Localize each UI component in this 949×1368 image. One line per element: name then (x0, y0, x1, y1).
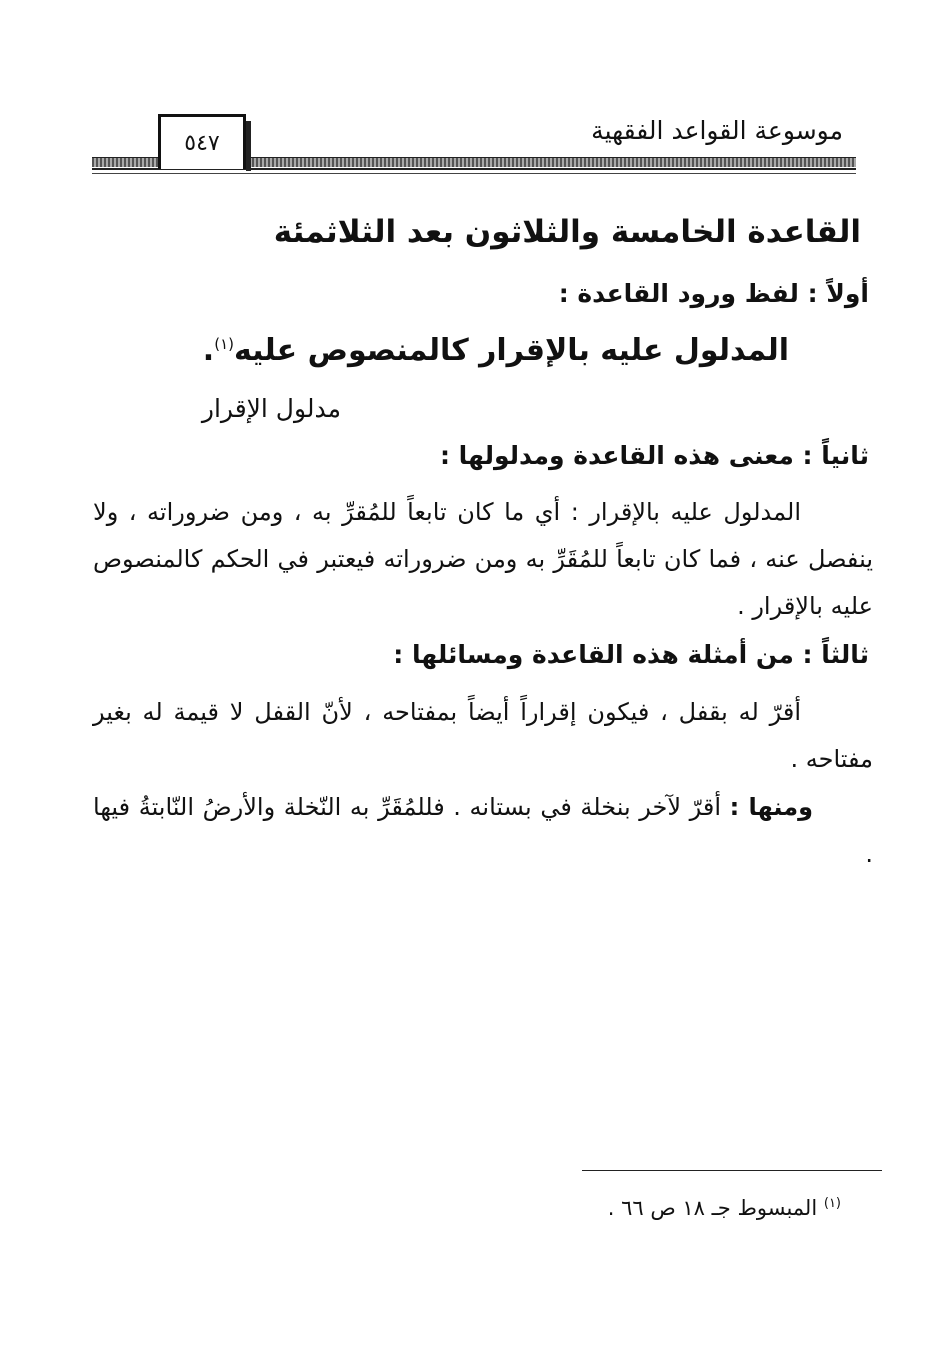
rule-statement (203, 333, 789, 368)
footnote-marker: (١) (823, 1196, 841, 1211)
example-paragraph-1: أقرّ له بقفل ، فيكون إقراراً أيضاً بمفتاحه ، لأنّ القفل لا قيمة له بغير مفتاحه . (93, 698, 873, 773)
section-heading-meaning: ثانياً : معنى هذه القاعدة ومدلولها : (439, 441, 869, 470)
example-text: أقرّ لآخر بنخلة في بستانه . فللمُقَرِّ به النّخلة والأرضُ النّابتةُ فيها . (93, 793, 873, 868)
rule-end: . (202, 333, 215, 368)
header-divider-thin (92, 173, 856, 174)
meaning-paragraph: المدلول عليه بالإقرار : أي ما كان تابعاً للمُقرِّ به ، ومن ضروراته ، ولا ينفصل عنه ، فما كان تابعاً للمُقَرِّ به ومن ضروراته فيعتبر في الحكم كالمنصوص عليه بالإقرار . (93, 498, 873, 620)
footnote-ref: (١) (214, 335, 234, 353)
footnote (608, 1196, 841, 1220)
page-number-box (158, 114, 246, 169)
margin-note: مدلول الإقرار (201, 394, 341, 423)
book-title: موسوعة القواعد الفقهية (591, 116, 843, 145)
rule-text: المدلول عليه بالإقرار كالمنصوص عليه (233, 333, 789, 368)
footnote-separator (582, 1170, 882, 1171)
page-number: ٥٤٧ (184, 130, 220, 156)
example-label: ومنها : (729, 793, 813, 821)
example-paragraph-2 (93, 784, 873, 878)
section-heading-examples: ثالثاً : من أمثلة هذه القاعدة ومسائلها : (393, 640, 869, 669)
footnote-text: المبسوط جـ ١٨ ص ٦٦ . (607, 1196, 818, 1220)
section-heading-wording: أولاً : لفظ ورود القاعدة : (558, 279, 869, 308)
rule-title: القاعدة الخامسة والثلاثون بعد الثلاثمئة (273, 214, 861, 250)
